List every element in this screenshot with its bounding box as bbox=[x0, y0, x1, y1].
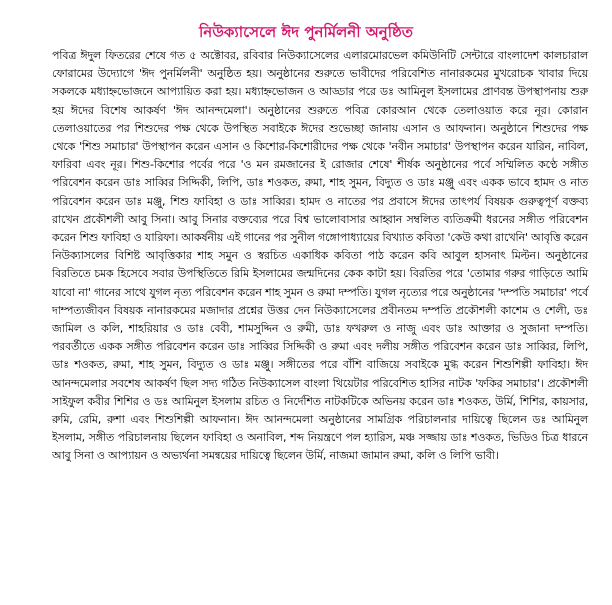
article-body: পবিত্র ঈদুল ফিতরের শেষে গত ৫ অক্টোবর, রবিবার নিউক্যাসেলের এলারমোরভেল কমিউনিটি সেন্টারে বাংলাদেশ কালচারাল ফোরামের উদ্যোগে 'ঈদ পুনর্মিলনী' অনুষ্ঠিত হয়। অনুষ্ঠানের শুরুতে ভাবীদের পরিবেশিত নানারকমের মুখরোচক খাবার দিয়ে সকলকে মধ্যাহ্নভোজনে আপ্যায়িত করা হয়। মধ্যাহ্নভোজন ও আড্ডার পরে ডঃ আমিনুল ইসলামের প্রাণবন্ত উপস্থাপনায় শুরু হয় ঈদের বিশেষ আকর্ষণ 'ঈদ আনন্দমেলা'। অনুষ্ঠানের শুরুতে পবিত্র কোরআন থেকে তেলাওয়াত করে নূর। কোরান তেলাওয়াতের পর শিশুদের পক্ষ থেকে উপস্থিত সবাইকে ঈদের শুভেচ্ছা জানায় এসান ও আফনান। অনুষ্ঠানে শিশুদের পক্ষ থেকে 'শিশু সমাচার' উপস্থাপন করেন এসান ও কিশোর-কিশোরীদের পক্ষ থেকে 'নবীন সমাচার' উপস্থাপন করেন যারিন, নাবিল, ফারিবা এবং নূর। শিশু-কিশোর পর্বের পরে 'ও মন রমজানের ই রোজার শেষে' শীর্ষক অনুষ্ঠানের পর্বে সম্মিলিত কণ্ঠে সঙ্গীত পরিবেশন করেন ডাঃ সাব্বির সিদ্দিকী, লিপি, ডাঃ শওকত, রুমা, শাহ সুমন, বিদ্যুত ও ডাঃ মঞ্জু এবং একক ভাবে হামদ ও নাত পরিবেশন করেন ডাঃ মঞ্জু, শিশু ফাবিহা ও ডাঃ সাব্বির। হামদ ও নাতের পর প্রবাসে ঈদের তাৎপর্য বিষয়ক গুরুত্বপূর্ণ বক্তব্য রাখেন প্রকৌশলী আবু সিনা। আবু সিনার বক্তব্যের পরে বিশ্ব ভালোবাসার আহ্বান সম্বলিত ব্যতিক্রমী ধরনের সঙ্গীত পরিবেশন করেন শিশু ফাবিহা ও যারিফা। আকর্ষনীয় এই গানের পর সুনীল গঙ্গোপাধ্যায়ের বিখ্যাত কবিতা 'কেউ কথা রাখেনি' আবৃত্তি করেন নিউক্যাসলের বিশিষ্ট আবৃত্তিকার শাহ সমুন ও স্বরচিত একাধিক কবিতা পাঠ করেন কবি আবুল হাসনাৎ মিল্টন। অনুষ্ঠানের বিরতিতে চমক হিসেবে সবার উপস্থিতিতে রিমি ইসলামের জন্মদিনের কেক কাটা হয়। বিরতির পরে 'তোমার গরুর গাড়িতে আমি যাবো না' গানের সাথে যুগল নৃত্য পরিবেশন করেন শাহ সুমন ও রুমা দম্পতি। যুগল নৃত্যের পরে অনুষ্ঠানের 'দম্পতি সমাচার' পর্বে দাম্পত্যজীবন বিষয়ক নানারকমের মজাদার প্রশ্নের উত্তর দেন নিউক্যাসেলের প্রবীনতম দম্পতি প্রকৌশলী কাশেম ও শেলী, ডঃ জামিল ও কলি, শাহরিয়ার ও ডাঃ বেবী, শামসুদ্দিন ও রুমী, ডাঃ ফখরুল ও নাজু এবং ডাঃ আক্তার ও সুজানা দম্পতি। পরবর্তীতে একক সঙ্গীত পরিবেশন করেন ডাঃ সাব্বির সিদ্দিকী ও রুমা এবং দলীয় সঙ্গীত পরিবেশন করেন ডাঃ সাব্বির, লিপি, ডাঃ শওকত, রুমা, শাহ সুমন, বিদ্যুত ও ডাঃ মঞ্জু। সঙ্গীতের পরে বাঁশি বাজিয়ে সবাইকে মুগ্ধ করেন শিশুশিল্পী ফাবিহা। ঈদ আনন্দমেলার সবশেষ আকর্ষণ ছিল সদ্য গঠিত নিউক্যাসেল বাংলা থিয়েটার পরিবেশিত হাসির নাটক 'ফকির সমাচার'। প্রকৌশলী সাইফুল কবীর শিশির ও ডঃ আমিনুল ইসলাম রচিত ও নির্দেশিত নাটকটিকে অভিনয় করেন ডাঃ শওকত, উর্মি, শিশির, কায়সার, রুমি, রেমি, রুশা এবং শিশুশিল্পী আফনান। ঈদ আনন্দমেলা অনুষ্ঠানের সামগ্রিক পরিচালনার দায়িত্বে ছিলেন ডঃ আমিনুল ইসলাম, সঙ্গীত পরিচালনায় ছিলেন ফাবিহা ও অনাবিল, শব্দ নিয়ন্ত্রণে পল হ্যারিস, মঞ্চ সজ্জায় ডাঃ শওকত, ভিডিও চিত্র ধারনে আবু সিনা ও আপ্যায়ন ও অভ্যর্থনা সমন্বয়ের দায়িত্বে ছিলেন উর্মি, নাজমা জামান রুমা, কলি ও লিপি ভাবী। bbox=[52, 49, 588, 463]
article-title: নিউক্যাসেলে ঈদ পুনর্মিলনী অনুষ্ঠিত bbox=[198, 23, 414, 42]
